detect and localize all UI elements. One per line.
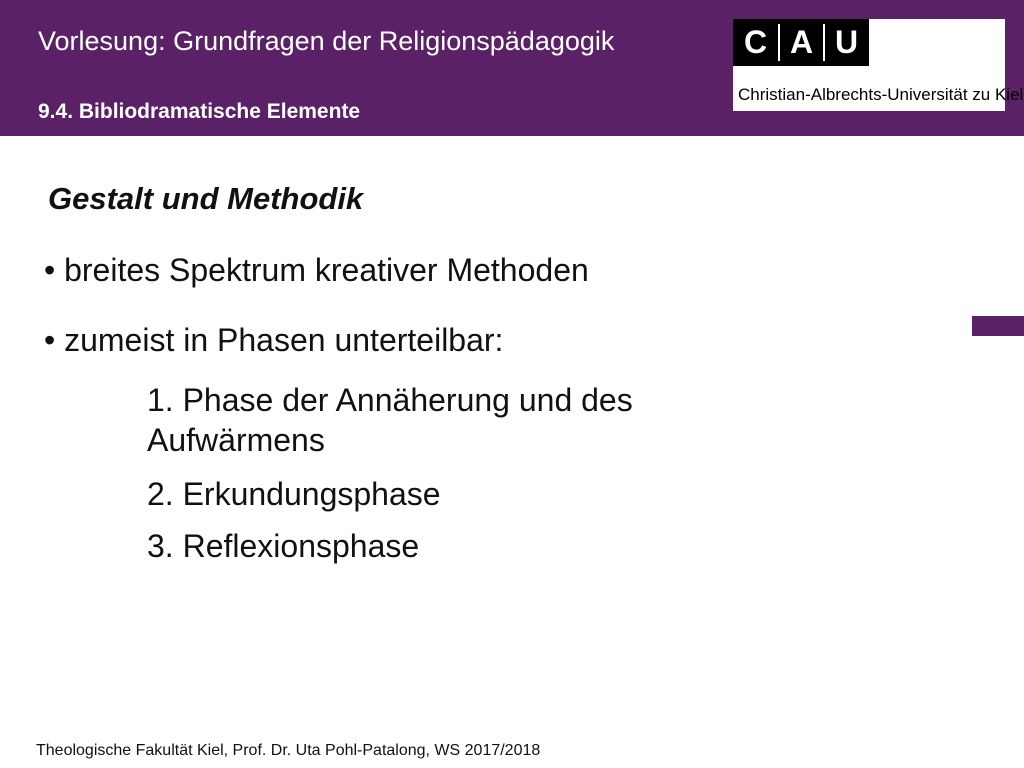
bullet-item: • zumeist in Phasen unterteilbar: — [44, 322, 504, 358]
side-accent-marker — [972, 316, 1024, 336]
footer-credit: Theologische Fakultät Kiel, Prof. Dr. Uta Pohl-Patalong, WS 2017/2018 — [36, 742, 541, 759]
phase-line: 2. Erkundungsphase — [147, 476, 441, 512]
logo-letter-c: C — [743, 24, 768, 60]
cau-logo — [733, 19, 1024, 111]
bullet-item: • breites Spektrum kreativer Methoden — [44, 252, 589, 288]
section-heading: Gestalt und Methodik — [48, 181, 364, 216]
section-subtitle: 9.4. Bibliodramatische Elemente — [38, 100, 361, 123]
university-name: Christian-Albrechts-Universität zu Kiel — [738, 85, 1024, 104]
logo-letters-block — [733, 19, 869, 66]
phase-item — [147, 526, 419, 566]
logo-letter-u: U — [834, 24, 859, 60]
logo-letter-a: A — [789, 24, 814, 60]
phase-line: 3. Reflexionsphase — [147, 528, 420, 564]
phase-item — [147, 380, 633, 460]
phase-line: 1. Phase der Annäherung und des — [147, 382, 633, 418]
phase-item — [147, 474, 441, 514]
lecture-title: Vorlesung: Grundfragen der Religionspädagogik — [38, 26, 615, 56]
phase-line: Aufwärmens — [147, 422, 325, 458]
